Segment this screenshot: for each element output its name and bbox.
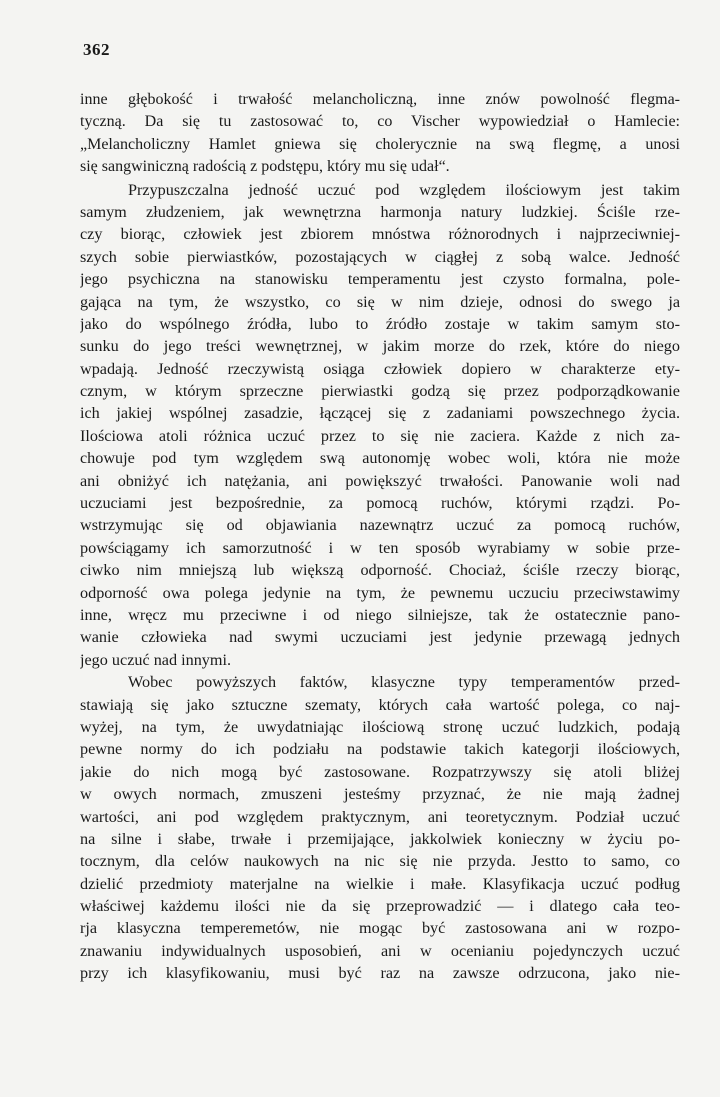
text-line: wanie człowieka nad swymi uczuciami jest jedynie przewagą jednych <box>80 628 680 647</box>
text-line: inne głębokość i trwałość melancholiczną, inne znów powolność flegma- <box>80 91 680 108</box>
page-number: 362 <box>83 40 110 59</box>
text-line: cznym, w którym sprzeczne pierwiastki godzą się przez podporządkowanie <box>80 382 680 401</box>
text-line: rja klasyczna temperemetów, nie mogąc być zastosowana ani w rozpo- <box>80 919 680 938</box>
text-line: tocznym, dla celów naukowych na nic się nie przyda. Jestto to samo, co <box>80 852 680 871</box>
text-line: przy ich klasyfikowaniu, musi być raz na zawsze odrzucona, jako nie- <box>80 964 680 983</box>
paragraph <box>80 671 680 984</box>
text-line: w owych normach, zmuszeni jesteśmy przyznać, że nie mają żadnej <box>80 785 680 804</box>
text-line: inne, wręcz mu przeciwne i od niego silniejsze, tak że ostatecznie pano- <box>80 605 680 624</box>
text-line: uczuciami jest bezpośrednie, za pomocą ruchów, którymi rządzi. Po- <box>80 494 680 513</box>
text-line: jego uczuć nad innymi. <box>80 650 232 669</box>
text-line: ciwko nim mniejszą lub większą odporność. Chociaż, ściśle rzeczy biorąc, <box>80 561 680 580</box>
text-line: odporność owa polega jedynie na tym, że pewnemu uczuciu przeciwstawimy <box>80 583 680 602</box>
text-line: na silne i słabe, trwałe i przemijające, jakkolwiek konieczny w życiu po- <box>80 829 680 848</box>
paragraph <box>80 179 680 672</box>
text-line: sunku do jego treści wewnętrznej, w jakim morze do rzek, które do niego <box>80 337 680 356</box>
body-text <box>80 89 680 985</box>
text-line: czy biorąc, człowiek jest zbiorem mnóstwa różnorodnych i najprzeciwniej- <box>80 225 680 244</box>
text-line: się sangwiniczną radością z podstępu, który mu się udał“. <box>80 158 450 176</box>
paragraph <box>80 89 680 179</box>
text-line: gająca na tym, że wszystko, co się w nim dzieje, odnosi do swego ja <box>80 292 680 311</box>
text-line: ani obniżyć ich natężania, ani powiększyć trwałości. Panowanie woli nad <box>80 471 680 490</box>
text-line: Przypuszczalna jedność uczuć pod względem ilościowym jest takim <box>128 180 680 199</box>
text-line: chowuje pod tym względem swą autonomję wobec woli, która nie może <box>80 449 680 468</box>
text-line: Ilościowa atoli różnica uczuć przez to się nie zaciera. Każde z nich za- <box>80 426 680 445</box>
text-line: dzielić przedmioty materjalne na wielkie i małe. Klasyfikacja uczuć podług <box>80 874 680 893</box>
text-line: wartości, ani pod względem praktycznym, ani teoretycznym. Podział uczuć <box>80 807 680 826</box>
text-line: powściągamy ich samorzutność i w ten sposób wyrabiamy w sobie prze- <box>80 538 680 557</box>
text-line: pewne normy do ich podziału na podstawie takich kategorji ilościowych, <box>80 740 680 759</box>
text-line: jego psychiczna na stanowisku temperamentu jest czysto formalna, pole- <box>80 270 680 289</box>
text-line: stawiają się jako sztuczne szematy, których cała wartość polega, co naj- <box>80 695 680 714</box>
text-line: Wobec powyższych faktów, klasyczne typy temperamentów przed- <box>128 673 680 692</box>
text-line: samym złudzeniem, jak wewnętrzna harmonja natury ludzkiej. Ściśle rze- <box>80 202 680 221</box>
text-line: ich jakiej wspólnej zasadzie, łączącej się z zadaniami powszechnego życia. <box>80 404 680 423</box>
text-line: właściwej każdemu ilości nie da się przeprowadzić — i dlatego cała teo- <box>80 897 680 916</box>
text-line: szych sobie pierwiastków, pozostających w ciągłej z sobą walce. Jedność <box>80 247 680 266</box>
text-line: jako do wspólnego źródła, lubo to źródło zostaje w takim samym sto- <box>80 314 680 333</box>
text-line: wstrzymując się od objawiania nazewnątrz uczuć za pomocą ruchów, <box>80 516 680 535</box>
text-line: jakie do nich mogą być zastosowane. Rozpatrzywszy się atoli bliżej <box>80 762 680 781</box>
text-line: wpadają. Jedność rzeczywistą osiąga człowiek dopiero w charakterze ety- <box>80 359 680 378</box>
text-line: „Melancholiczny Hamlet gniewa się cholerycznie na swą flegmę, a unosi <box>80 135 680 153</box>
text-line: tyczną. Da się tu zastosować to, co Vischer wypowiedział o Hamlecie: <box>80 113 680 131</box>
text-line: znawaniu indywidualnych usposobień, ani w ocenianiu pojedynczych uczuć <box>80 941 680 960</box>
text-line: wyżej, na tym, że uwydatniając ilościową stronę uczuć ludzkich, podają <box>80 717 680 736</box>
